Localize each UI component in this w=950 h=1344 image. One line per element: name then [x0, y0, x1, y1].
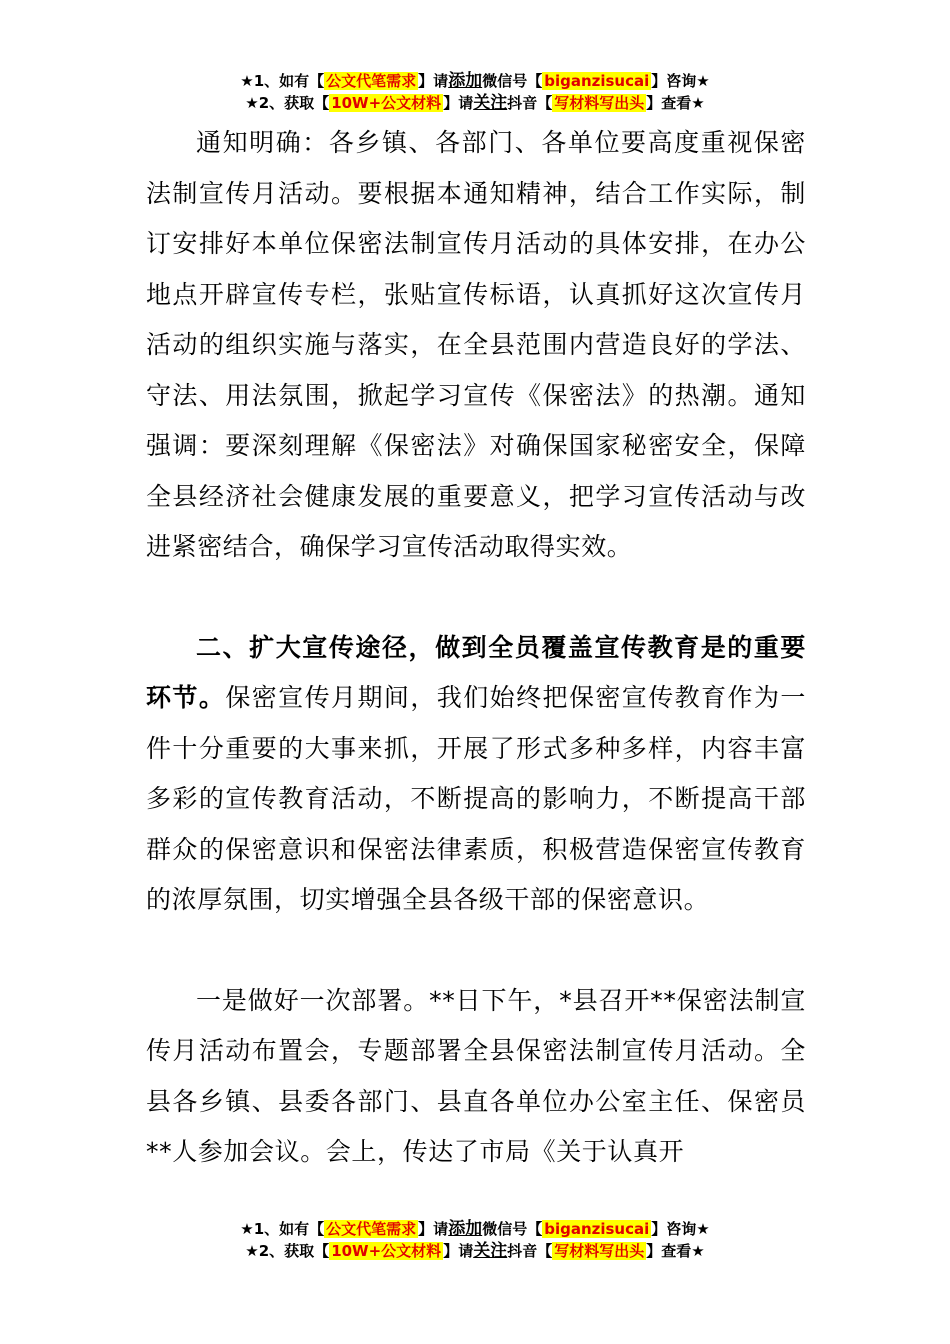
banner-line-1 [0, 1218, 950, 1240]
banner-text: 】请 [443, 1242, 474, 1260]
banner-underlined: 关注 [473, 1241, 508, 1261]
banner-underlined: 添加 [448, 1219, 483, 1239]
banner-text: 微信号【 [482, 1220, 543, 1238]
banner-line-1 [0, 70, 950, 92]
banner-text: 微信号【 [482, 72, 543, 90]
banner-text: 】查看★ [646, 94, 705, 112]
document-body [146, 118, 806, 1178]
highlight-wechat-id: biganzisucai [544, 72, 650, 90]
section-heading: 二、扩大宣传途径，做到全员覆盖宣传教育是的重要环节。 [146, 632, 806, 712]
highlight-douyin: 写材料写出头 [554, 94, 645, 112]
paragraph-1: 通知明确：各乡镇、各部门、各单位要高度重视保密法制宣传月活动。要根据本通知精神，结合工作实际，制订安排好本单位保密法制宣传月活动的具体安排，在办公地点开辟宣传专栏，张贴宣传标语，认真抓好这次宣传月活动的组织实施与落实，在全县范围内营造良好的学法、守法、用法氛围，掀起学习宣传《保密法》的热潮。通知强调：要深刻理解《保密法》对确保国家秘密安全，保障全县经济社会健康发展的重要意义，把学习宣传活动与改进紧密结合，确保学习宣传活动取得实效。 [146, 128, 806, 561]
banner-text: 】请 [418, 72, 449, 90]
banner-underlined: 关注 [473, 93, 508, 113]
highlight-ghostwriting: 公文代笔需求 [326, 1220, 417, 1238]
highlight-ghostwriting: 公文代笔需求 [326, 72, 417, 90]
banner-text: 】请 [418, 1220, 449, 1238]
highlight-materials: 10W+公文材料 [331, 1242, 442, 1260]
banner-text: 抖音【 [507, 1242, 553, 1260]
highlight-douyin: 写材料写出头 [554, 1242, 645, 1260]
footer-banner [0, 1218, 950, 1262]
banner-text: 】请 [443, 94, 474, 112]
header-banner [0, 70, 950, 114]
banner-line-2 [0, 1240, 950, 1262]
banner-text: 】查看★ [646, 1242, 705, 1260]
banner-text: 】咨询★ [651, 72, 710, 90]
paragraph-3: 一是做好一次部署。**日下午，*县召开**保密法制宣传月活动布置会，专题部署全县保密法制宣传月活动。全县各乡镇、县委各部门、县直各单位办公室主任、保密员**人参加会议。会上，传达了市局《关于认真开 [146, 985, 806, 1166]
banner-line-2 [0, 92, 950, 114]
highlight-materials: 10W+公文材料 [331, 94, 442, 112]
banner-text: ★1、如有【 [240, 1220, 325, 1238]
banner-text: 抖音【 [507, 94, 553, 112]
highlight-wechat-id: biganzisucai [544, 1220, 650, 1238]
banner-text: ★2、获取【 [245, 1242, 330, 1260]
banner-text: ★2、获取【 [245, 94, 330, 112]
banner-underlined: 添加 [448, 71, 483, 91]
paragraph-2-text: 保密宣传月期间，我们始终把保密宣传教育作为一件十分重要的大事来抓，开展了形式多种多样，内容丰富多彩的宣传教育活动，不断提高的影响力，不断提高干部群众的保密意识和保密法律素质，积极营造保密宣传教育的浓厚氛围，切实增强全县各级干部的保密意识。 [146, 683, 807, 914]
banner-text: ★1、如有【 [240, 72, 325, 90]
banner-text: 】咨询★ [651, 1220, 710, 1238]
paragraph-2 [146, 623, 806, 926]
